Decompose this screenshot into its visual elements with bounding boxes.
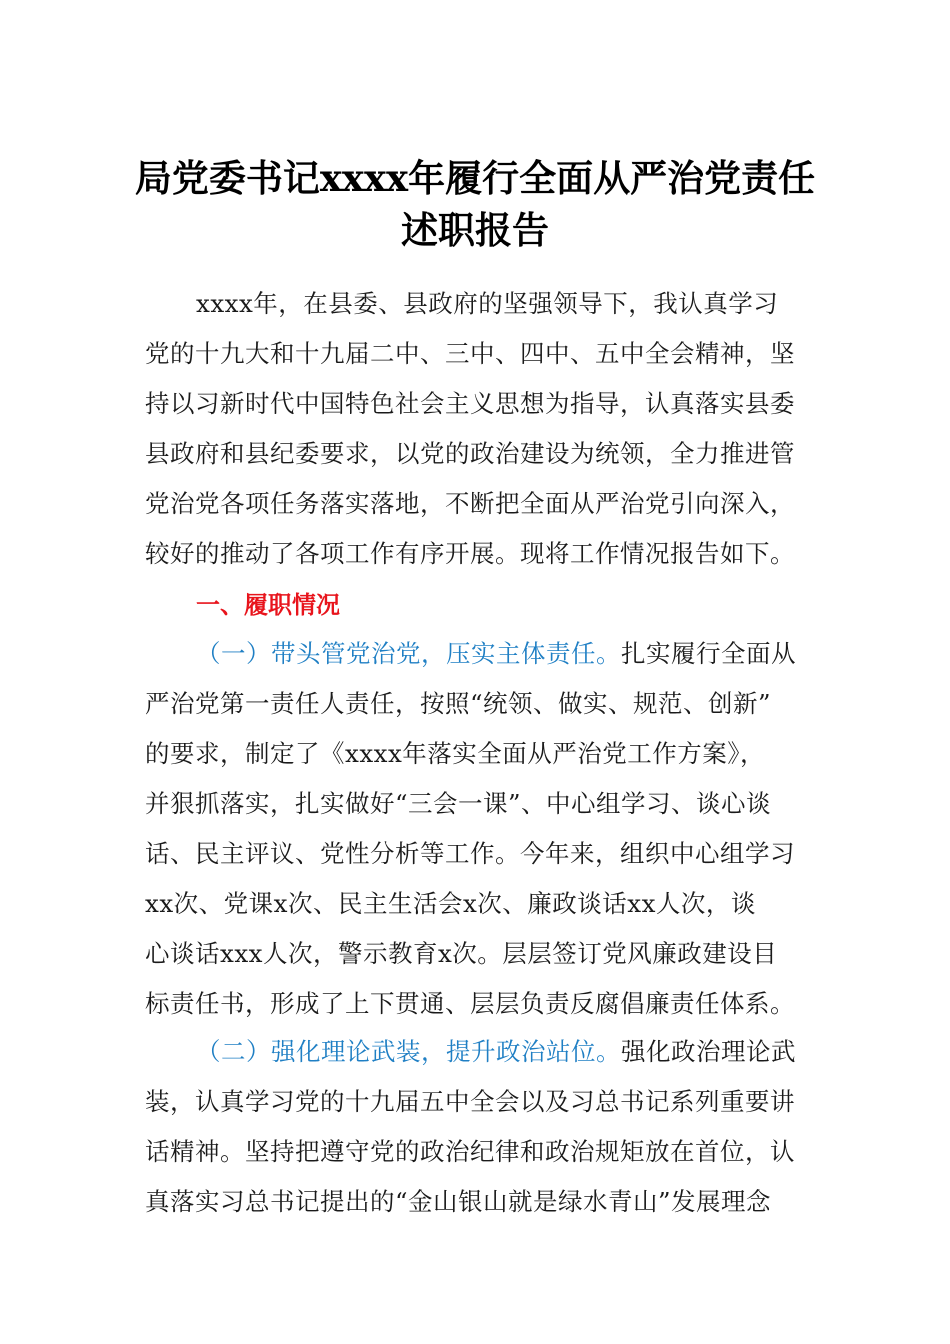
subsection-2-first-line-text: 强化政治理论武: [621, 1037, 796, 1066]
section-heading-duty-performance: 一、履职情况: [196, 591, 340, 619]
intro-line: 党的十九大和十九届二中、三中、四中、五中全会精神，坚: [145, 339, 795, 368]
intro-line: 持以习新时代中国特色社会主义思想为指导，认真落实县委: [145, 389, 795, 418]
subsection-2-heading: （二）强化理论武装，提升政治站位。: [196, 1037, 621, 1066]
subsection-1-first-line: [196, 635, 796, 670]
subsection-2-first-line: [196, 1033, 796, 1068]
subsection-1-heading: （一）带头管党治党，压实主体责任。: [196, 639, 621, 668]
paragraph-line: 话精神。坚持把遵守党的政治纪律和政治规矩放在首位，认: [145, 1137, 795, 1166]
paragraph-line: 心谈话xxx人次，警示教育x次。层层签订党风廉政建设目: [145, 939, 778, 968]
document-title-line-1: 局党委书记xxxx年履行全面从严治党责任: [134, 156, 816, 200]
paragraph-line: 真落实习总书记提出的“金山银山就是绿水青山”发展理念: [145, 1187, 772, 1216]
paragraph-line: 严治党第一责任人责任，按照“统领、做实、规范、创新”: [145, 689, 772, 718]
intro-line: 较好的推动了各项工作有序开展。现将工作情况报告如下。: [145, 539, 795, 568]
intro-line: 党治党各项任务落实落地，不断把全面从严治党引向深入，: [145, 489, 795, 518]
intro-line: xxxx年，在县委、县政府的坚强领导下，我认真学习: [196, 289, 779, 318]
paragraph-line: xx次、党课x次、民主生活会x次、廉政谈话xx人次，谈: [145, 889, 756, 918]
paragraph-line: 话、民主评议、党性分析等工作。今年来，组织中心组学习: [145, 839, 795, 868]
paragraph-line: 标责任书，形成了上下贯通、层层负责反腐倡廉责任体系。: [145, 989, 795, 1018]
intro-line: 县政府和县纪委要求，以党的政治建设为统领，全力推进管: [145, 439, 795, 468]
paragraph-line: 并狠抓落实，扎实做好“三会一课”、中心组学习、谈心谈: [145, 789, 772, 818]
document-title-line-2: 述职报告: [401, 208, 549, 252]
paragraph-line: 装，认真学习党的十九届五中全会以及习总书记系列重要讲: [145, 1087, 795, 1116]
paragraph-line: 的要求，制定了《xxxx年落实全面从严治党工作方案》，: [145, 739, 766, 768]
subsection-1-first-line-text: 扎实履行全面从: [621, 639, 796, 668]
